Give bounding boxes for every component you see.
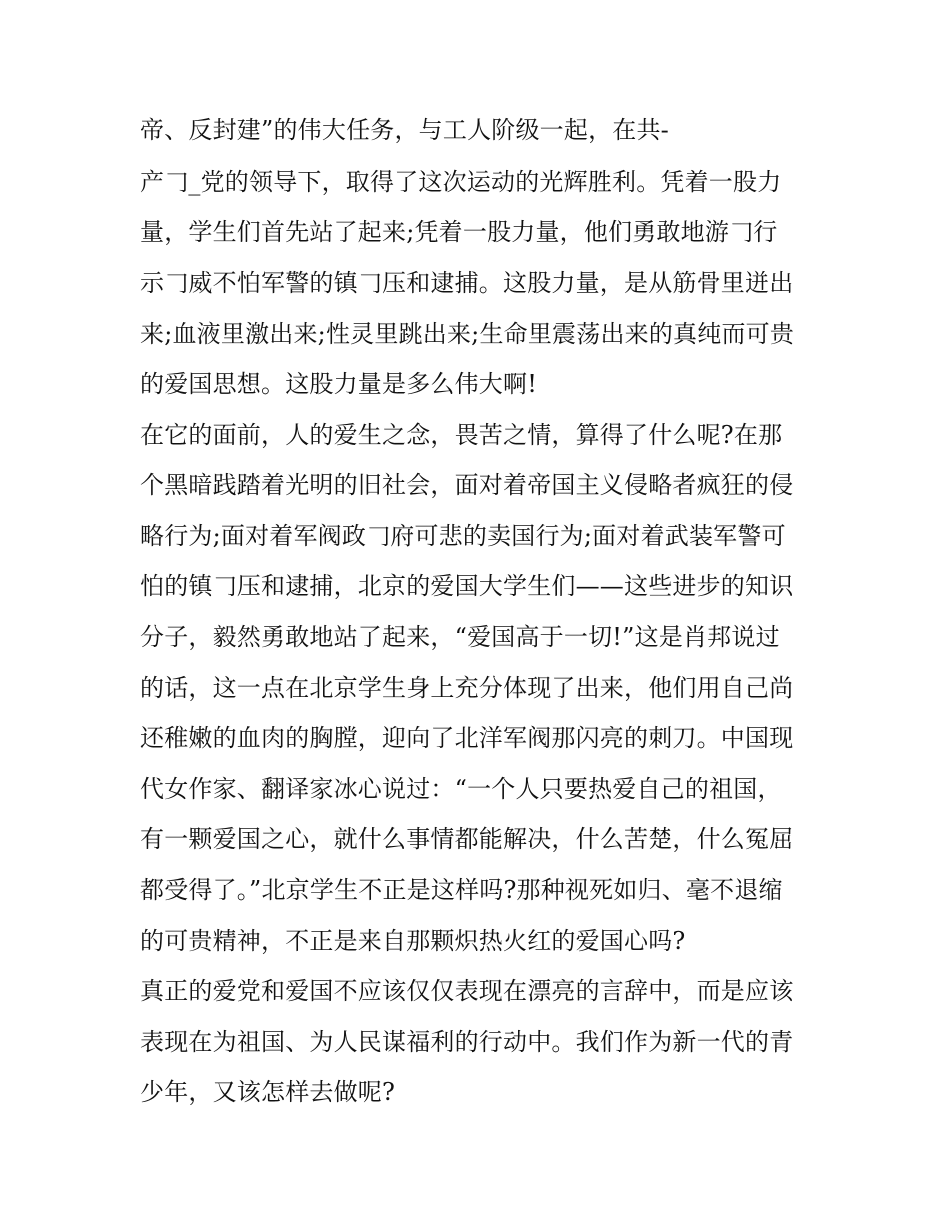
text-line: 个黑暗践踏着光明的旧社会，面对着帝国主义侵略者疯狂的侵	[140, 471, 794, 499]
text-line: 还稚嫩的血肉的胸膛，迎向了北洋军阀那闪亮的刺刀。中国现	[140, 724, 794, 752]
text-line: 来;血液里激出来;性灵里跳出来;生命里震荡出来的真纯而可贵	[140, 320, 795, 348]
text-line: 的爱国思想。这股力量是多么伟大啊!	[140, 370, 538, 398]
text-line: 的话，这一点在北京学生身上充分体现了出来，他们用自己尚	[140, 674, 794, 702]
text-line: 分子，毅然勇敢地站了起来，“爱国高于一切!”这是肖邦说过	[140, 623, 780, 651]
text-line: 在它的面前，人的爱生之念，畏苦之情，算得了什么呢?在那	[140, 421, 783, 449]
text-line: 表现在为祖国、为人民谋福利的行动中。我们作为新一代的青	[140, 1028, 794, 1056]
text-line: 有一颗爱国之心，就什么事情都能解决，什么苦楚，什么冤屈	[140, 825, 794, 853]
text-line: 帝、反封建”的伟大任务，与工人阶级一起，在共-	[140, 116, 669, 144]
text-line: 示𠃌威不怕军警的镇𠃌压和逮捕。这股力量，是从筋骨里迸出	[140, 269, 794, 297]
text-line: 真正的爱党和爱国不应该仅仅表现在漂亮的言辞中，而是应该	[140, 977, 794, 1005]
text-line: 怕的镇𠃌压和逮捕，北京的爱国大学生们——这些进步的知识	[140, 572, 794, 600]
text-line: 代女作家、翻译家冰心说过：“一个人只要热爱自己的祖国，	[140, 775, 782, 803]
text-line: 略行为;面对着军阀政𠃌府可悲的卖国行为;面对着武装军警可	[140, 522, 786, 550]
text-line: 的可贵精神，不正是来自那颗炽热火红的爱国心吗?	[140, 927, 686, 955]
text-line: 少年，又该怎样去做呢?	[140, 1078, 396, 1106]
text-line: 产𠃌_党的领导下，取得了这次运动的光辉胜利。凭着一股力	[140, 168, 782, 196]
text-line: 都受得了。”北京学生不正是这样吗?那种视死如归、毫不退缩	[140, 876, 783, 904]
text-line: 量，学生们首先站了起来;凭着一股力量，他们勇敢地游𠃌行	[140, 218, 778, 246]
